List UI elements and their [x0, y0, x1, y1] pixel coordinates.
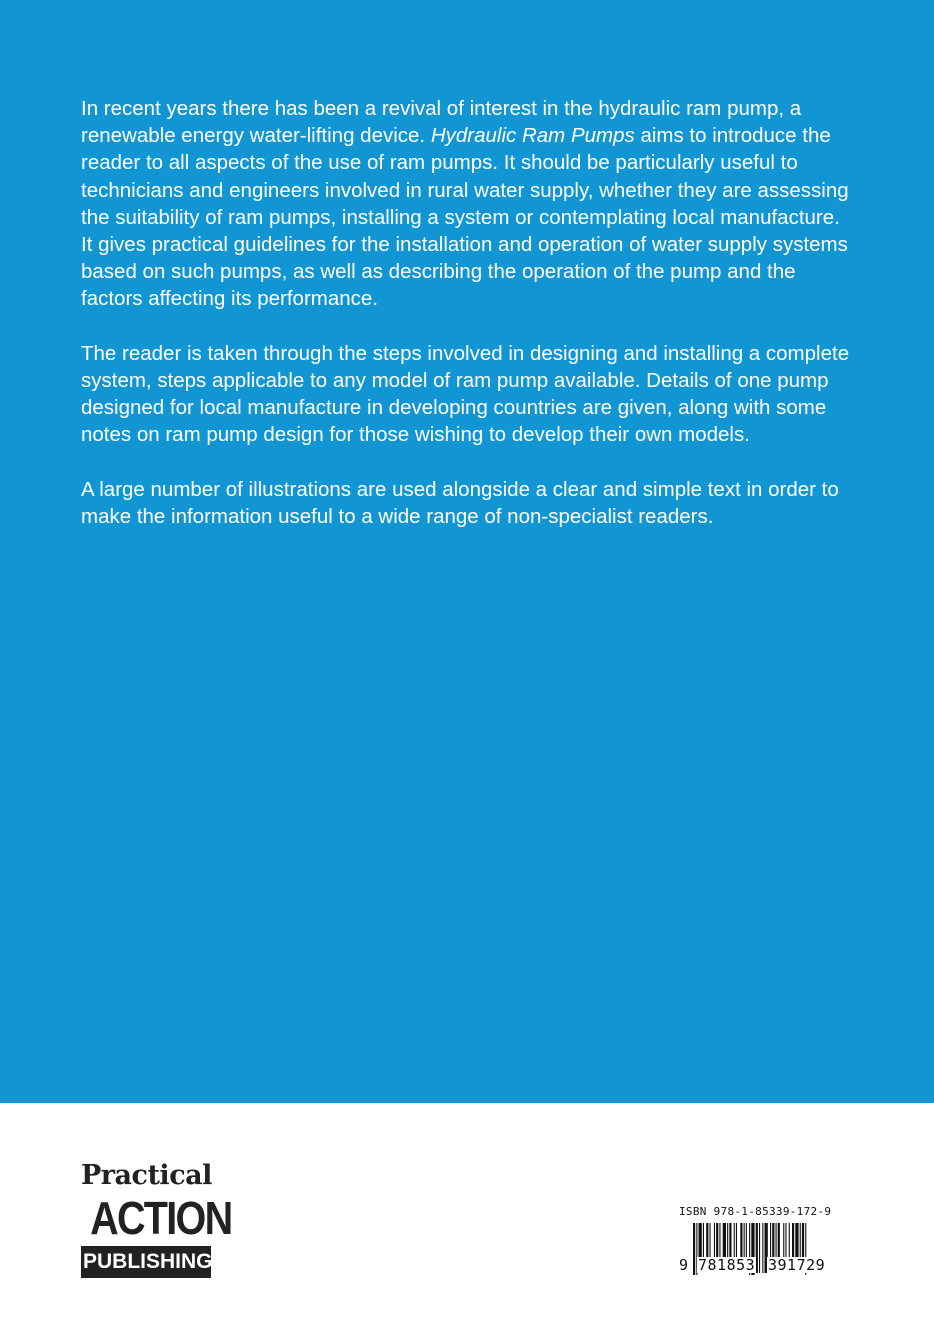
blurb-paragraph-2: The reader is taken through the steps involved in designing and installing a complete system, steps applicable to any model of ram pump available. Details of one pump designed for local manufacture in developing countries are given, along with some notes on ram pump design for those wishing to develop their own models.: [81, 341, 850, 447]
barcode-digit-group-2: 391729: [768, 1256, 826, 1274]
barcode-bar: [693, 1223, 695, 1275]
blurb-paragraph-1: [81, 95, 851, 313]
logo-word-publishing: PUBLISHING: [81, 1246, 211, 1278]
back-cover-blurb: [81, 95, 851, 557]
blurb-p1-rest: aims to introduce the reader to all aspects of the use of ram pumps. It should be particularly useful to technicians and engineers involved in rural water supply, whether they are assessing the suitability of ram pumps, installing a system or contemplating local manufacture. It gives practical guidelines for the installation and operation of water supply systems based on such pumps, as well as describing the operation of the pump and the factors affecting its performance.: [81, 124, 849, 311]
barcode-digit-group-1: 781853: [698, 1256, 756, 1274]
isbn-text: ISBN 978-1-85339-172-9: [679, 1205, 832, 1218]
barcode-bar: [759, 1223, 760, 1273]
book-title-inline: Hydraulic Ram Pumps: [430, 124, 635, 148]
blurb-p1-intro: In recent years there has been a revival of interest in the hydraulic ram pump, a renewable energy water-lifting device.: [81, 97, 802, 148]
publisher-logo: [81, 1160, 232, 1278]
barcode-bar: [762, 1223, 763, 1273]
isbn-barcode: [679, 1205, 851, 1275]
barcode-lead-digit: 9: [679, 1256, 689, 1274]
logo-word-practical: Practical: [81, 1160, 212, 1191]
blurb-paragraph-3: A large number of illustrations are used alongside a clear and simple text in order to make the information useful to a wide range of non-specialist readers.: [81, 477, 839, 529]
logo-word-action: ACTION: [90, 1192, 232, 1244]
